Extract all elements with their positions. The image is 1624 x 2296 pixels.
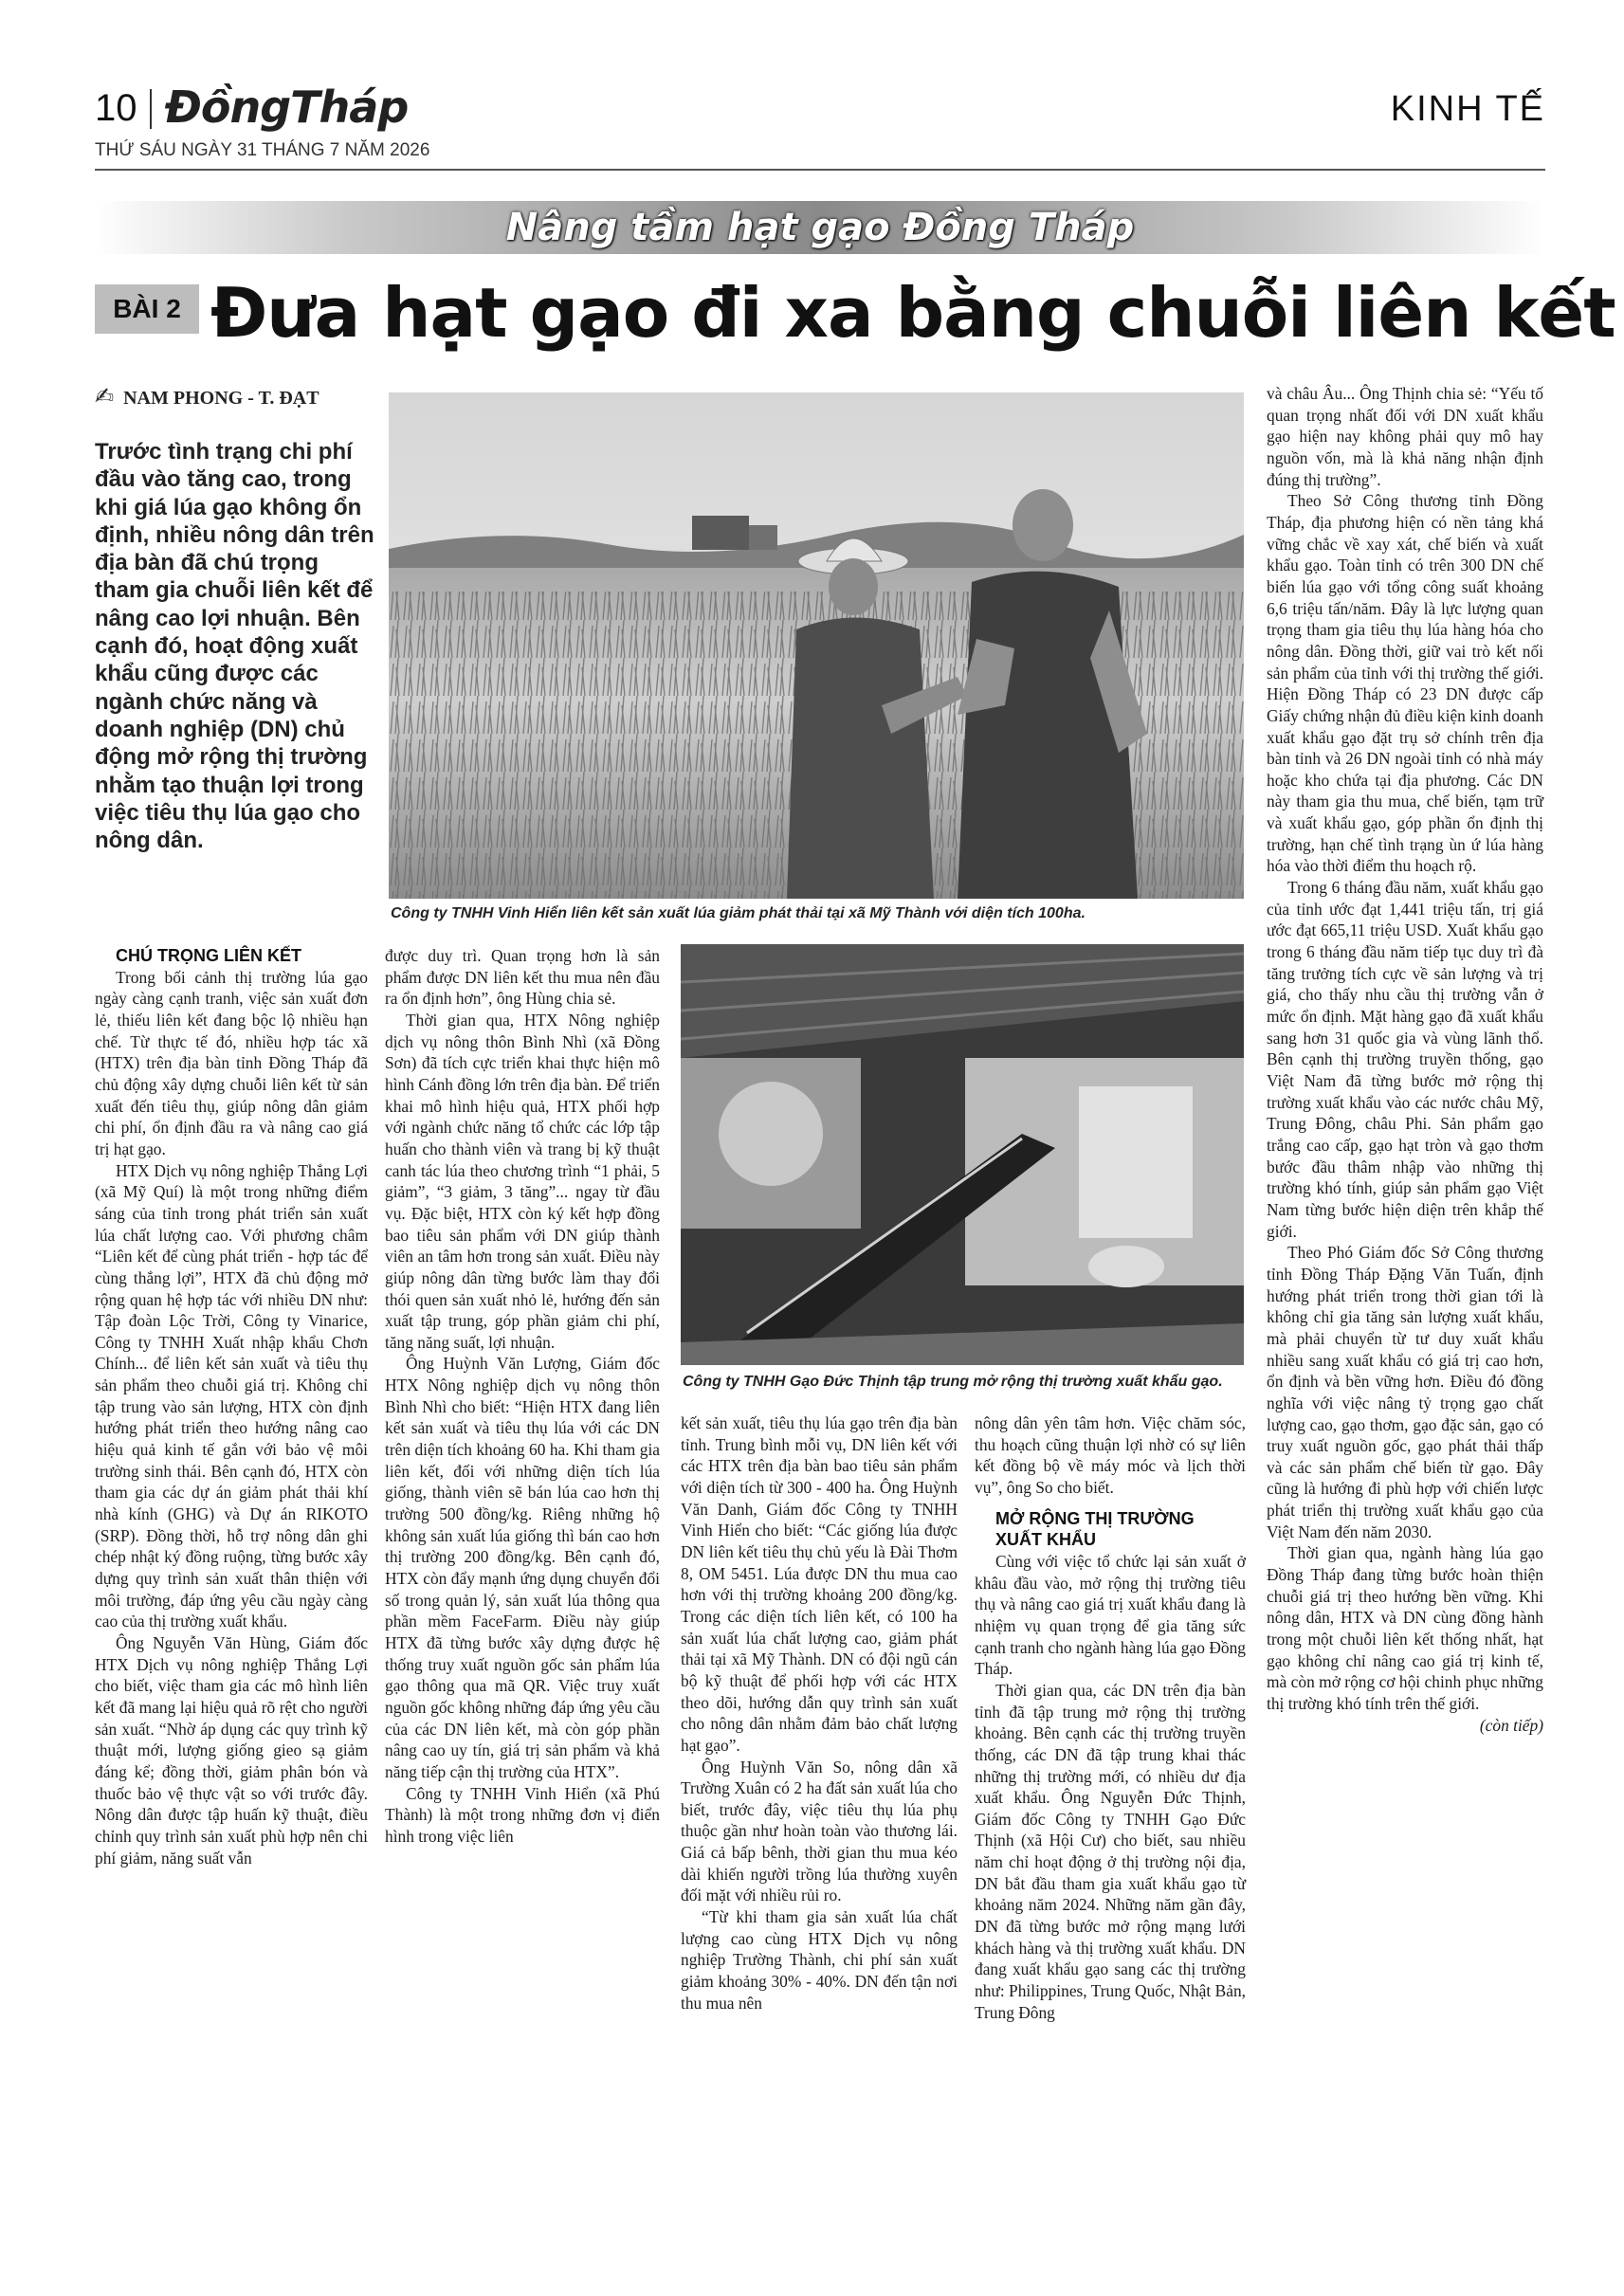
paragraph: Cùng với việc tổ chức lại sản xuất ở khâu đầu vào, mở rộng thị trường tiêu thụ và nâng cao giá trị xuất khẩu đang là nhiệm vụ quan trọng để gia tăng sức cạnh tranh cho ngành hàng lúa gạo Đồng Tháp. xyxy=(975,1551,1246,1679)
sapo: Trước tình trạng chi phí đầu vào tăng cao, trong khi giá lúa gạo không ổn định, nhiều nông dân trên địa bàn đã chú trọng tham gia chuỗi liên kết để nâng cao lợi nhuận. Bên cạnh đó, hoạt động xuất khẩu cũng được các ngành chức năng và doanh nghiệp (DN) chủ động mở rộng thị trường nhằm tạo thuận lợi trong việc tiêu thụ lúa gạo cho nông dân. xyxy=(95,439,374,854)
paragraph: Ông Huỳnh Văn Lượng, Giám đốc HTX Nông nghiệp dịch vụ nông thôn Bình Nhì cho biết: “Hiện HTX đang liên kết sản xuất và tiêu thụ lúa với các DN trên diện tích khoảng 60 ha. Khi tham gia liên kết, đối với những diện tích lúa giống, thành viên sẽ bán lúa cao hơn thị trường 500 đồng/kg. Riêng những hộ không sản xuất lúa giống thì bán cao hơn thị trường 200 đồng/kg. Bên cạnh đó, HTX còn đẩy mạnh ứng dụng chuyển đổi số trong quản lý, sản xuất lúa thông qua phần mềm FaceFarm. Điều này giúp HTX đã từng bước xây dựng được hệ thống truy xuất nguồn gốc sản phẩm lúa gạo thông qua mã QR. Việc truy xuất nguồn gốc không những đáp ứng yêu cầu của các DN liên kết, mà còn góp phần nâng cao uy tín, giá trị sản phẩm và khả năng tiếp cận thị trường của HTX”. xyxy=(385,1354,660,1781)
subhead-chu-trong-lien-ket: CHÚ TRỌNG LIÊN KẾT xyxy=(116,946,301,965)
dateline: THỨ SÁU NGÀY 31 THÁNG 7 NĂM 2026 xyxy=(95,140,430,160)
divider xyxy=(150,89,152,129)
paragraph: “Từ khi tham gia sản xuất lúa chất lượng cao cùng HTX Dịch vụ nông nghiệp Trường Thành, chi phí sản xuất giảm khoảng 30% - 40%. DN đến tận nơi thu mua nên xyxy=(681,1907,958,2013)
paragraph: Theo Phó Giám đốc Sở Công thương tỉnh Đồng Tháp Đặng Văn Tuấn, định hướng phát triển trong thời gian tới là không chỉ gia tăng sản lượng xuất khẩu, mà phải chuyển từ tư duy xuất khẩu nhiều sang xuất khẩu có giá trị cao hơn, ổn định và bền vững hơn. Điều đó đồng nghĩa với việc nâng tỷ trọng gạo chất lượng cao, gạo thơm, gạo đặc sản, gạo có truy xuất nguồn gốc, gạo phát thải thấp và các sản phẩm chế biến từ gạo. Đây cũng là hướng đi phù hợp với chiến lược phát triển thị trường xuất khẩu gạo của Việt Nam đến năm 2030. xyxy=(1267,1243,1543,1541)
header-rule xyxy=(95,169,1545,171)
newspaper-logo[interactable]: ĐồngTháp xyxy=(165,82,409,133)
byline-authors: NAM PHONG - T. ĐẠT xyxy=(123,388,319,409)
body-column-3 xyxy=(681,1412,958,2014)
paragraph: được duy trì. Quan trọng hơn là sản phẩm được DN liên kết thu mua nên đầu ra ổn định hơn”, ông Hùng chia sẻ. xyxy=(385,946,660,1009)
paragraph: Thời gian qua, các DN trên địa bàn tỉnh đã tập trung mở rộng thị trường khoảng. Bên cạnh các thị trường truyền thống, các DN đã tập trung khai thác những thị trường mới, có nhiều dư địa xuất khẩu. Ông Nguyễn Đức Thịnh, Giám đốc Công ty TNHH Gạo Đức Thịnh (xã Hội Cư) cho biết, sau nhiều năm chỉ hoạt động ở thị trường nội địa, DN bắt đầu tham gia xuất khẩu gạo từ khoảng năm 2024. Những năm gần đây, DN đã từng bước mở rộng mạng lưới khách hàng và thị trường xuất khẩu. DN đang xuất khẩu gạo sang các thị trường như: Philippines, Trung Quốc, Nhật Bản, Trung Đông xyxy=(975,1680,1246,2022)
series-title: Nâng tầm hạt gạo Đồng Tháp xyxy=(505,206,1135,249)
paragraph: Ông Huỳnh Văn So, nông dân xã Trường Xuân có 2 ha đất sản xuất lúa cho biết, trước đây, việc tiêu thụ lúa phụ thuộc gần như hoàn toàn vào thương lái. Giá cả bấp bênh, thời gian thu mua kéo dài khiến người trồng lúa thường xuyên đối mặt với nhiều rủi ro. xyxy=(681,1757,958,1905)
page-header xyxy=(95,82,1545,138)
section-label[interactable]: KINH TẾ xyxy=(1390,89,1545,129)
body-column-4 xyxy=(975,1412,1246,2023)
headline: Đưa hạt gạo đi xa bằng chuỗi liên kết xyxy=(210,273,1615,353)
photo2-caption: Công ty TNHH Gạo Đức Thịnh tập trung mở rộng thị trường xuất khẩu gạo. xyxy=(683,1374,1223,1390)
part-label: BÀI 2 xyxy=(95,284,199,334)
paragraph: Công ty TNHH Vinh Hiển (xã Phú Thành) là một trong những đơn vị điển hình trong việc liên xyxy=(385,1783,660,1846)
subhead-mo-rong-thi-truong: MỞ RỘNG THỊ TRƯỜNG xyxy=(995,1508,1195,1528)
paragraph: Thời gian qua, ngành hàng lúa gạo Đồng Tháp đang từng bước hoàn thiện chuỗi giá trị theo hướng bền vững. Khi nông dân, HTX và DN cùng đồng hành trong một chuỗi liên kết thống nhất, hạt gạo không chỉ nâng cao giá trị kinh tế, mà còn mở rộng cơ hội chinh phục những thị trường khó tính trên thế giới. xyxy=(1267,1543,1543,1714)
to-be-continued: (còn tiếp) xyxy=(1479,1715,1543,1735)
paragraph: nông dân yên tâm hơn. Việc chăm sóc, thu hoạch cũng thuận lợi nhờ có sự liên kết đồng bộ về máy móc và lịch thời vụ”, ông So cho biết. xyxy=(975,1413,1246,1497)
paragraph: Thời gian qua, HTX Nông nghiệp dịch vụ nông thôn Bình Nhì (xã Đồng Sơn) đã tích cực triển khai thực hiện mô hình Cánh đồng lớn trên địa bàn. Để triển khai mô hình hiệu quả, HTX phối hợp với ngành chức năng tổ chức các lớp tập huấn cho thành viên và trang bị kỹ thuật canh tác lúa theo chương trình “1 phải, 5 giảm”, “3 giảm, 3 tăng”... ngay từ đầu vụ. Đặc biệt, HTX còn ký kết hợp đồng bao tiêu sản phẩm với DN giúp thành viên an tâm hơn trong sản xuất. Điều này giúp nông dân từng bước làm thay đổi thói quen sản xuất nhỏ lẻ, hướng đến sản xuất tập trung, góp phần giảm chi phí, tăng năng suất, lợi nhuận. xyxy=(385,1010,660,1352)
paragraph: và châu Âu... Ông Thịnh chia sẻ: “Yếu tố quan trọng nhất đối với DN xuất khẩu gạo hiện nay không phải quy mô hay nguồn vốn, mà là khả năng nhận định đúng thị trường”. xyxy=(1267,384,1543,489)
photo-rice-field xyxy=(389,392,1244,899)
paragraph: kết sản xuất, tiêu thụ lúa gạo trên địa bàn tỉnh. Trung bình mỗi vụ, DN liên kết với các HTX trên địa bàn bao tiêu sản phẩm với diện tích từ 300 - 400 ha. Ông Huỳnh Văn Danh, Giám đốc Công ty TNHH Vinh Hiển cho biết: “Các giống lúa được DN liên kết tiêu thụ chủ yếu là Đài Thơm 8, OM 5451. Lúa được DN thu mua cao hơn với thị trường khoảng 200 đồng/kg. Trong các diện tích liên kết, có 100 ha sản xuất lúa chất lượng cao, giảm phát thải tại xã Mỹ Thành. DN có đội ngũ cán bộ kỹ thuật để phối hợp với các HTX theo dõi, hướng dẫn quy trình sản xuất cho nông dân nhằm đảm bảo chất lượng hạt gạo”. xyxy=(681,1413,958,1755)
paragraph: HTX Dịch vụ nông nghiệp Thắng Lợi (xã Mỹ Quí) là một trong những điểm sáng của tỉnh trong phát triển sản xuất lúa chất lượng cao. Với phương châm “Liên kết để cùng phát triển - hợp tác để cùng thắng lợi”, HTX đã chủ động mở rộng quan hệ hợp tác với nhiều DN như: Tập đoàn Lộc Trời, Công ty Vinarice, Công ty TNHH Xuất nhập khẩu Chơn Chính... để liên kết sản xuất và tiêu thụ sản phẩm theo chuỗi giá trị. Không chỉ tập trung vào sản lượng, HTX còn định hướng phát triển theo hướng nâng cao hiệu quả kinh tế gắn với bảo vệ môi trường sinh thái. Bên cạnh đó, HTX còn tham gia các dự án giảm phát thải khí nhà kính (GHG) và Dự án RIKOTO (SRP). Đồng thời, hỗ trợ nông dân ghi chép nhật ký đồng ruộng, từng bước xây dựng quy trình sản xuất thân thiện với môi trường, đáp ứng yêu cầu ngày càng cao của thị trường xuất khẩu. xyxy=(95,1160,368,1631)
paragraph: Theo Sở Công thương tỉnh Đồng Tháp, địa phương hiện có nền tảng khá vững chắc về xay xát, chế biến và xuất khẩu gạo. Toàn tỉnh có trên 300 DN chế biến lúa gạo với tổng công suất khoảng 6,6 triệu tấn/năm. Đây là lực lượng quan trọng tham gia tiêu thụ lúa hàng hóa cho nông dân. Đồng thời, giữ vai trò kết nối sản phẩm của tỉnh với thị trường thế giới. Hiện Đồng Tháp có 23 DN được cấp Giấy chứng nhận đủ điều kiện kinh doanh xuất khẩu gạo đặt trụ sở chính trên địa bàn tỉnh và 26 DN ngoài tỉnh có nhà máy hoặc kho chứa tại địa phương. Các DN này tham gia thu mua, chế biến, tạm trữ và xuất khẩu gạo, góp phần ổn định thị trường, hạn chế tình trạng ùn ứ lúa hàng hóa vào thời điểm thu hoạch rộ. xyxy=(1267,491,1543,876)
paragraph: Ông Nguyễn Văn Hùng, Giám đốc HTX Dịch vụ nông nghiệp Thắng Lợi cho biết, việc tham gia các mô hình liên kết đã mang lại hiệu quả rõ rệt cho người sản xuất. “Nhờ áp dụng các quy trình kỹ thuật mới, lượng giống gieo sạ giảm đáng kể; đồng thời, giảm phân bón và thuốc bảo vệ thực vật so với trước đây. Nông dân được tập huấn kỹ thuật, điều chỉnh quy trình sản xuất phù hợp nên chi phí giảm, năng suất vẫn xyxy=(95,1633,368,1868)
byline xyxy=(95,383,319,410)
body-column-5 xyxy=(1267,383,1543,1736)
photo1-caption: Công ty TNHH Vinh Hiển liên kết sản xuất lúa giảm phát thải tại xã Mỹ Thành với diện tích 100ha. xyxy=(391,905,1086,921)
body-column-2 xyxy=(385,945,660,1848)
photo-rice-warehouse xyxy=(681,944,1244,1365)
paragraph: Trong 6 tháng đầu năm, xuất khẩu gạo của tỉnh ước đạt 1,441 triệu tấn, trị giá ước đạt 665,11 triệu USD. Xuất khẩu gạo trong 6 tháng đầu năm tiếp tục duy trì đà tăng trưởng tích cực về sản lượng và trị giá, cho thấy nhu cầu thị trường vẫn ở mức ổn định. Mặt hàng gạo đã xuất khẩu sang hơn 31 quốc gia và vùng lãnh thổ. Bên cạnh thị trường truyền thống, gạo Việt Nam đã từng bước mở rộng thị trường xuất khẩu vào các nước châu Mỹ, Trung Đông, châu Phi. Sản phẩm gạo trắng cao cấp, gạo hạt tròn và gạo thơm bước đầu thâm nhập vào những thị trường khó tính, giúp sản phẩm gạo Việt Nam từng bước hiện diện trên khắp thế giới. xyxy=(1267,878,1543,1241)
paragraph: Trong bối cảnh thị trường lúa gạo ngày càng cạnh tranh, việc sản xuất đơn lẻ, thiếu liên kết đang bộc lộ nhiều hạn chế. Từ thực tế đó, nhiều hợp tác xã (HTX) trên địa bàn tỉnh Đồng Tháp đã chủ động xây dựng chuỗi liên kết từ sản xuất đến tiêu thụ, giúp nông dân giảm chi phí, ổn định đầu ra và nâng cao giá trị hạt gạo. xyxy=(95,967,368,1158)
page-number: 10 xyxy=(95,87,137,129)
subhead-xuat-khau: XUẤT KHẨU xyxy=(995,1530,1096,1550)
pen-icon: ✍ xyxy=(95,383,115,410)
body-column-1 xyxy=(95,945,368,1868)
